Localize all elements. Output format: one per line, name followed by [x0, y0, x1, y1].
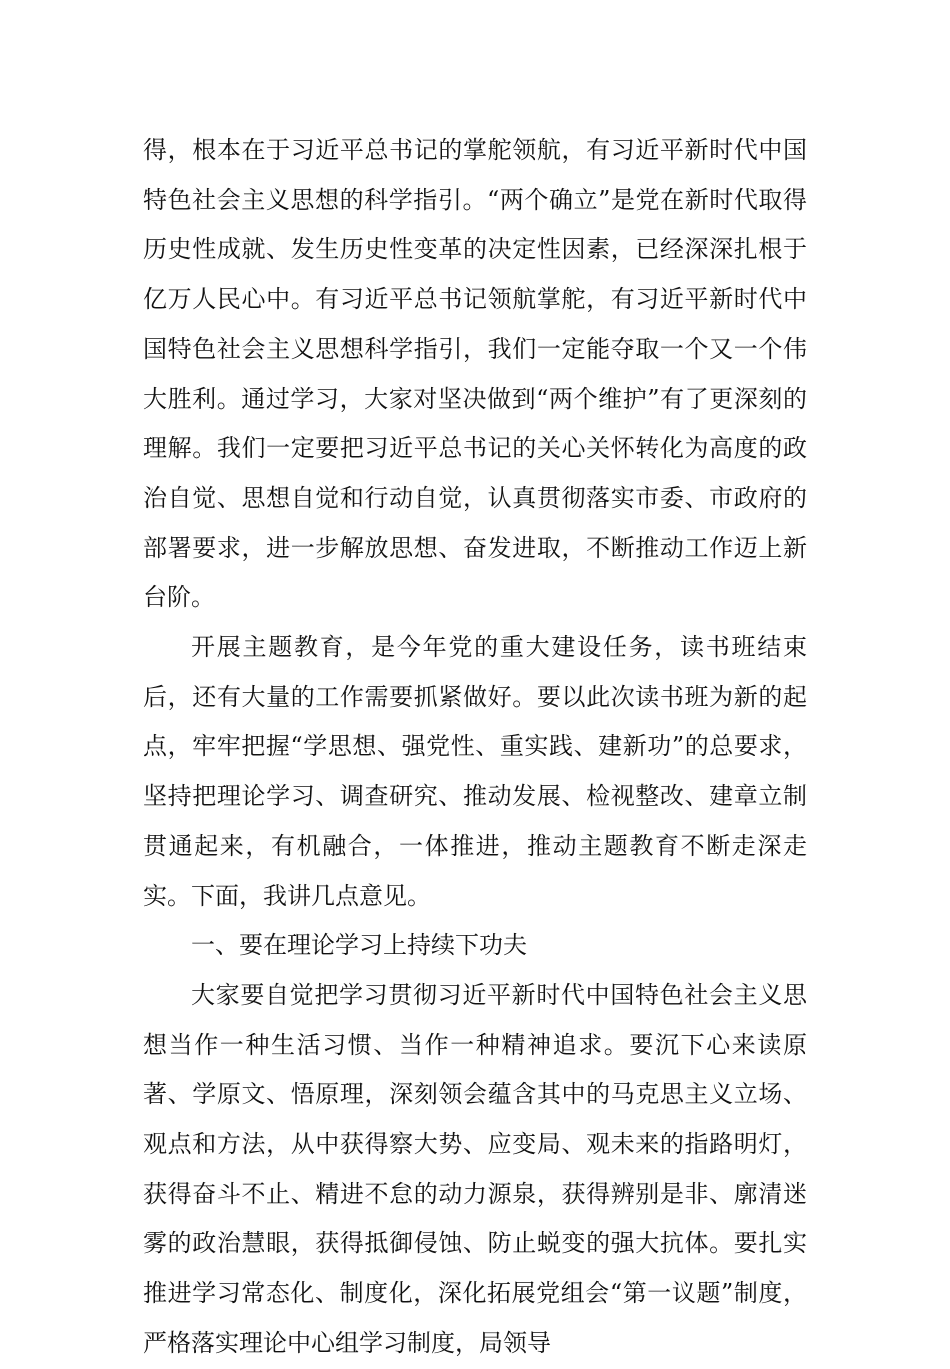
- paragraph-theory-study: 大家要自觉把学习贯彻习近平新时代中国特色社会主义思想当作一种生活习惯、当作一种精神追求。要沉下心来读原著、学原文、悟原理，深刻领会蕴含其中的马克思主义立场、观点和方法，从中获得察大势、应变局、观未来的指路明灯，获得奋斗不止、精进不怠的动力源泉，获得辨别是非、廓清迷雾的政治慧眼，获得抵御侵蚀、防止蜕变的强大抗体。要扎实推进学习常态化、制度化，深化拓展党组会“第一议题”制度，严格落实理论中心组学习制度，局领导: [143, 980, 807, 1357]
- document-body: [143, 126, 807, 1369]
- paragraph-continuation: 得，根本在于习近平总书记的掌舵领航，有习近平新时代中国特色社会主义思想的科学指引。“两个确立”是党在新时代取得历史性成就、发生历史性变革的决定性因素，已经深深扎根于亿万人民心中。有习近平总书记领航掌舵，有习近平新时代中国特色社会主义思想科学指引，我们一定能夺取一个又一个伟大胜利。通过学习，大家对坚决做到“两个维护”有了更深刻的理解。我们一定要把习近平总书记的关心关怀转化为高度的政治自觉、思想自觉和行动自觉，认真贯彻落实市委、市政府的部署要求，进一步解放思想、奋发进取，不断推动工作迈上新台阶。: [143, 136, 807, 612]
- paragraph-theme-education: 开展主题教育，是今年党的重大建设任务，读书班结束后，还有大量的工作需要抓紧做好。要以此次读书班为新的起点，牢牢把握“学思想、强党性、重实践、建新功”的总要求，坚持把理论学习、调查研究、推动发展、检视整改、建章立制贯通起来，有机融合，一体推进，推动主题教育不断走深走实。下面，我讲几点意见。: [143, 633, 807, 910]
- section-heading-theory-study: 一、要在理论学习上持续下功夫: [191, 931, 527, 960]
